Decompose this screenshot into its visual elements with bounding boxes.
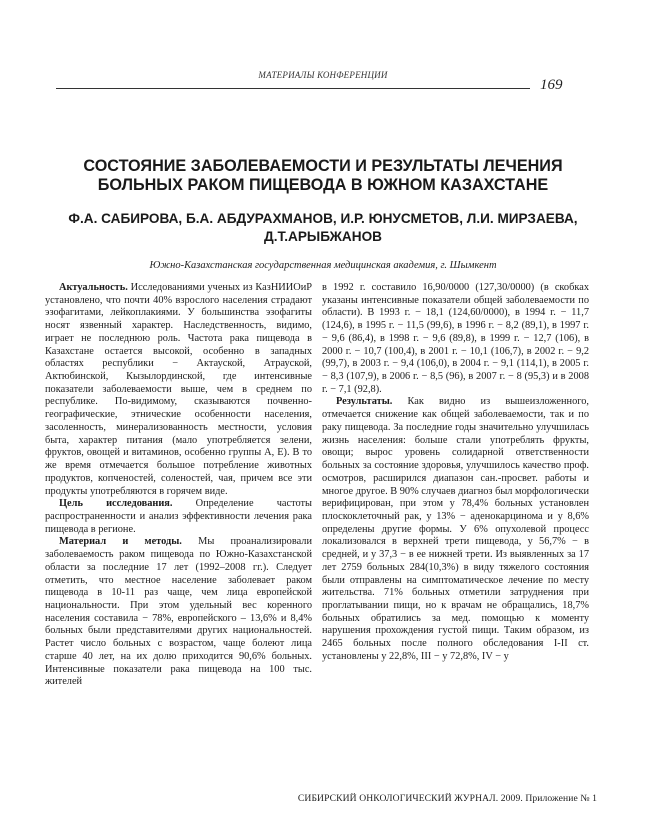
authors-line-2: Д.Т.АРЫБЖАНОВ	[264, 229, 382, 244]
paragraph-aim	[45, 498, 312, 536]
text-results: Как видно из вышеизложенного, отмечается снижение как общей заболеваемости, так и по раку пищевода. За последние годы значительно улучшилась жизнь населения: больше стали употреблять фрукты, овощи; вырос уровень солидарной ответственности больных за состояние здоровья, улучшилось качество проф. осмотров, расширился диапазон сан.-просвет. работы и многое другое. В 90% случаев диагноз был морфологически верифицирован, при этом у 78,4% больных установлен плоскоклеточный рак, у 13% − аденокарцинома и у 8,6% определены другие формы. У 6% опухолевой процесс локализовался в верхней трети пищевода, у 56,7% − в средней, и у 37,3 − в ее нижней трети. Из выявленных за 17 лет 2759 больных 284(10,3%) в виду тяжелого состояния были отправлены на симптоматическое лечение по месту жительства. 71% больных отметили затруднения при проглатывании пищи, но к врачам не обращались, 18,7% больных обратились за мед. помощью к моменту нарушения прохождения густой пищи. Таким образом, из 2465 больных после полного обследования I-II ст. установлены у 22,8%, III − у 72,8%, IV − у	[322, 396, 589, 662]
heading-relevance: Актуальность.	[59, 282, 128, 293]
heading-results: Результаты.	[336, 396, 393, 408]
paragraph-methods	[45, 536, 312, 689]
affiliation: Южно-Казахстанская государственная медицинская академия, г. Шымкент	[149, 260, 497, 271]
left-column	[45, 282, 312, 689]
title-line-1: СОСТОЯНИЕ ЗАБОЛЕВАЕМОСТИ И РЕЗУЛЬТАТЫ ЛЕЧЕНИЯ	[83, 157, 563, 175]
page-number: 169	[540, 77, 563, 93]
heading-aim: Цель исследования.	[59, 498, 173, 510]
right-column	[322, 282, 589, 664]
text-aim: Определение частоты распространенности и анализ эффективности лечения рака пищевода в регионе.	[45, 498, 312, 535]
authors-line-1: Ф.А. САБИРОВА, Б.А. АБДУРАХМАНОВ, И.Р. ЮНУСМЕТОВ, Л.И. МИРЗАЕВА,	[68, 211, 578, 226]
journal-footer: СИБИРСКИЙ ОНКОЛОГИЧЕСКИЙ ЖУРНАЛ. 2009. Приложение № 1	[297, 793, 597, 804]
article-title	[40, 157, 606, 195]
paragraph-relevance	[45, 282, 312, 498]
heading-methods: Материал и методы.	[59, 536, 182, 548]
header-rule	[56, 88, 530, 89]
paragraph-incidence-continued: в 1992 г. составило 16,90/0000 (127,30/0000) (в скобках указаны интенсивные показатели общей заболеваемости по области). В 1993 г. − 18,1 (124,60/0000), в 1994 г. − 11,7 (124,6), в 1995 г. − 11,5 (99,6), в 1996 г. − 8,2 (89,1), в 1997 г. − 9,6 (86,4), в 1998 г. − 9,6 (89,8), в 1999 г. − 12,7 (106), в 2000 г. − 10,7 (100,4), в 2001 г. − 10,1 (106,7), в 2002 г. − 9,2 (99,7), в 2003 г. − 9,4 (106,0), в 2004 г. − 9,1 (114,1), в 2005 г. − 8,3 (107,9), в 2006 г. − 8,5 (96), в 2007 г. − 8 (95,3) и в 2008 г. − 7,1 (92,8).	[322, 282, 589, 395]
running-header: МАТЕРИАЛЫ КОНФЕРЕНЦИИ	[258, 70, 388, 80]
title-line-2: БОЛЬНЫХ РАКОМ ПИЩЕВОДА В ЮЖНОМ КАЗАХСТАНЕ	[97, 176, 549, 194]
text-relevance: Исследованиями ученых из КазНИИОиР установлено, что почти 40% взрослого населения страдают эзофагитами, лейкоплакиями. У большинства эзофагиты носят язвенный характер. Наследственность, видимо, играет не последнюю роль. Частота рака пищевода в Казахстане остается высокой, особенно в западных областях республики − Актауской, Атрауской, Актюбинской, Кызылординской, где интенсивные показатели заболеваемости выше, чем в среднем по республике. По-видимому, сказываются почвенно-географические, этнические особенности населения, засоленность, минерализованность местности, условия быта, характер питания (мало употребляется зелени, фруктов, овощей и витаминов, особенно группы А, Е). В то же время отмечается большое потребление животных продуктов, копченостей, соленостей, чая, причем все эти продукты употребляются в горячем виде.	[45, 282, 312, 497]
paragraph-results	[322, 396, 589, 663]
article-authors	[40, 210, 606, 246]
text-methods: Мы проанализировали заболеваемость раком пищевода по Южно-Казахстанской области за последние 17 лет (1992–2008 гг.). Следует отметить, что местное население заболевает раком пищевода в 10-11 раз чаще, чем лица европейской национальности. При этом удельный вес коренного населения составила − 78%, европейского – 13,6% и 8,4% больных были представителями других национальностей. Растет число больных с возрастом, чаще болеют лица старше 40 лет, на их долю приходится 90,6% больных. Интенсивные показатели рака пищевода на 100 тыс. жителей	[45, 536, 312, 688]
